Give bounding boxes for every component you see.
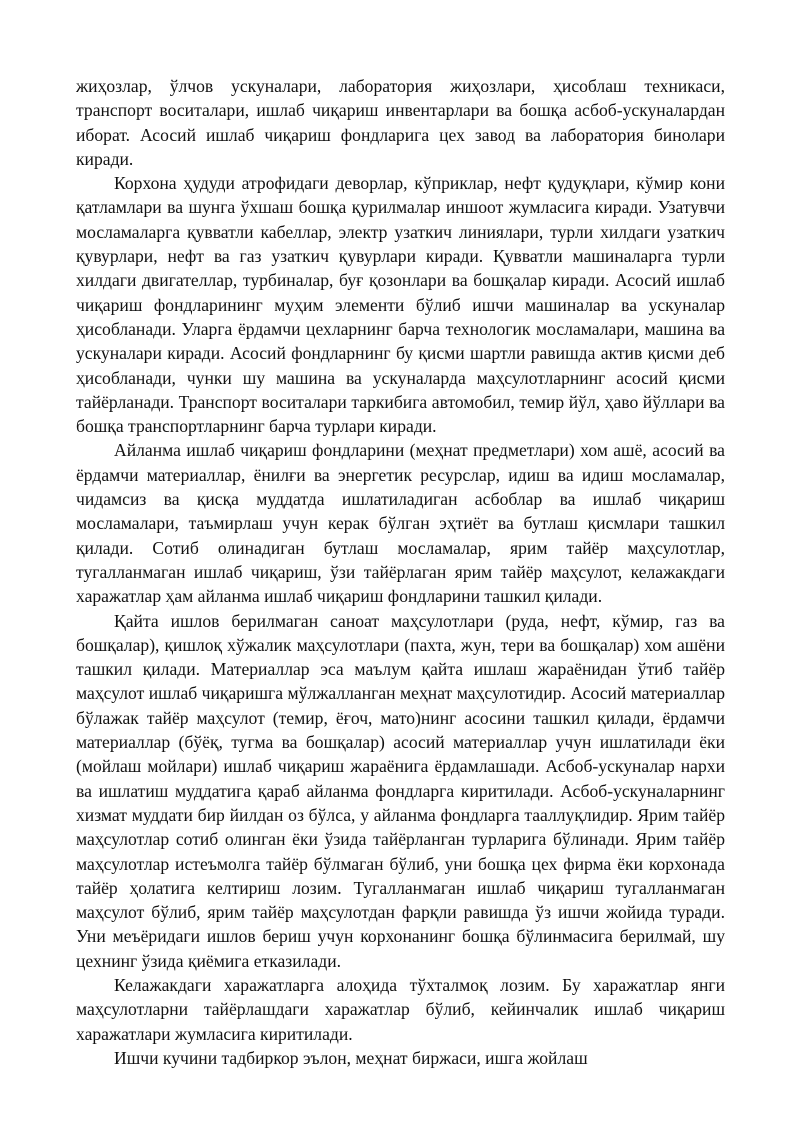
document-page [76, 74, 725, 1070]
paragraph-5: Келажакдаги харажатларга алоҳида тўхталмоқ лозим. Бу харажатлар янги маҳсулотларни тайёрлашдаги харажатлар бўлиб, кейинчалик ишлаб чиқариш харажатлари жумласига киритилади. [76, 974, 725, 1044]
paragraph-6: Ишчи кучини тадбиркор эълон, меҳнат биржаси, ишга жойлаш [114, 1047, 588, 1068]
paragraph-1: жиҳозлар, ўлчов ускуналари, лаборатория жиҳозлари, ҳисоблаш техникаси, транспорт воситалари, ишлаб чиқариш инвентарлари ва бошқа асбоб-ускуналардан иборат. Асосий ишлаб чиқариш фондларига цех завод ва лаборатория бинолари киради. [76, 76, 725, 169]
paragraph-4: Қайта ишлов берилмаган саноат маҳсулотлари (руда, нефт, кўмир, газ ва бошқалар), қишлоқ хўжалик маҳсулотлари (пахта, жун, тери ва бошқалар) хом ашёни ташкил қилади. Материаллар эса маълум қайта ишлаш жараёнидан ўтиб тайёр маҳсулот ишлаб чиқаришга мўлжалланган меҳнат маҳсулотидир. Асосий материаллар бўлажак тайёр маҳсулот (темир, ёғоч, мато)нинг асосини ташкил қилади, ёрдамчи материаллар (бўёқ, тугма ва бошқалар) асосий материаллар учун ишлатилади ёки (мойлаш мойлари) ишлаб чиқариш жараёнига ёрдамлашади. Асбоб-ускуналар нархи ва ишлатиш муддатига қараб айланма фондларга киритилади. Асбоб-ускуналарнинг хизмат муддати бир йилдан оз бўлса, у айланма фондларга тааллуқлидир. Ярим тайёр маҳсулотлар сотиб олинган ёки ўзида тайёрланган турларига бўлинади. Ярим тайёр маҳсулотлар истеъмолга тайёр бўлмаган бўлиб, уни бошқа цех фирма ёки корхонада тайёр ҳолатига келтириш лозим. Тугалланмаган ишлаб чиқариш тугалланмаган маҳсулот бўлиб, ярим тайёр маҳсулотдан фарқли равишда ўз ишчи жойида туради. Уни меъёридаги ишлов бериш учун корхонанинг бошқа бўлинмасига берилмай, шу цехнинг ўзида қиёмига етказилади. [76, 610, 725, 971]
paragraph-3: Айланма ишлаб чиқариш фондларини (меҳнат предметлари) хом ашё, асосий ва ёрдамчи материаллар, ёнилғи ва энергетик ресурслар, идиш ва идиш мосламалар, чидамсиз ва қисқа муддатда ишлатиладиган асбоблар ва ишлаб чиқариш мосламалари, таъмирлаш учун керак бўлган эҳтиёт ва бутлаш қисмлари ташкил қилади. Сотиб олинадиган бутлаш мосламалар, ярим тайёр маҳсулотлар, тугалланмаган ишлаб чиқариш, ўзи тайёрлаган ярим тайёр маҳсулот, келажакдаги харажатлар ҳам айланма ишлаб чиқариш фондларини ташкил қилади. [76, 440, 725, 607]
paragraph-2: Корхона ҳудуди атрофидаги деворлар, кўприклар, нефт қудуқлари, кўмир кони қатламлари ва шунга ўхшаш бошқа қурилмалар иншоот жумласига киради. Узатувчи мосламаларга қувватли кабеллар, электр узаткич линиялари, турли хилдаги узаткич қувурлари, нефт ва газ узаткич қувурлари киради. Қувватли машиналарга турли хилдаги двигателлар, турбиналар, буғ қозонлари ва бошқалар киради. Асосий ишлаб чиқариш фондларининг муҳим элементи бўлиб ишчи машиналар ва ускуналар ҳисобланади. Уларга ёрдамчи цехларнинг барча технологик мосламалари, машина ва ускуналари киради. Асосий фондларнинг бу қисми шартли равишда актив қисми деб ҳисобланади, чунки шу машина ва ускуналарда маҳсулотларнинг асосий қисми тайёрланади. Транспорт воситалари таркибига автомобил, темир йўл, ҳаво йўллари ва бошқа транспортларнинг барча турлари киради. [76, 173, 725, 437]
